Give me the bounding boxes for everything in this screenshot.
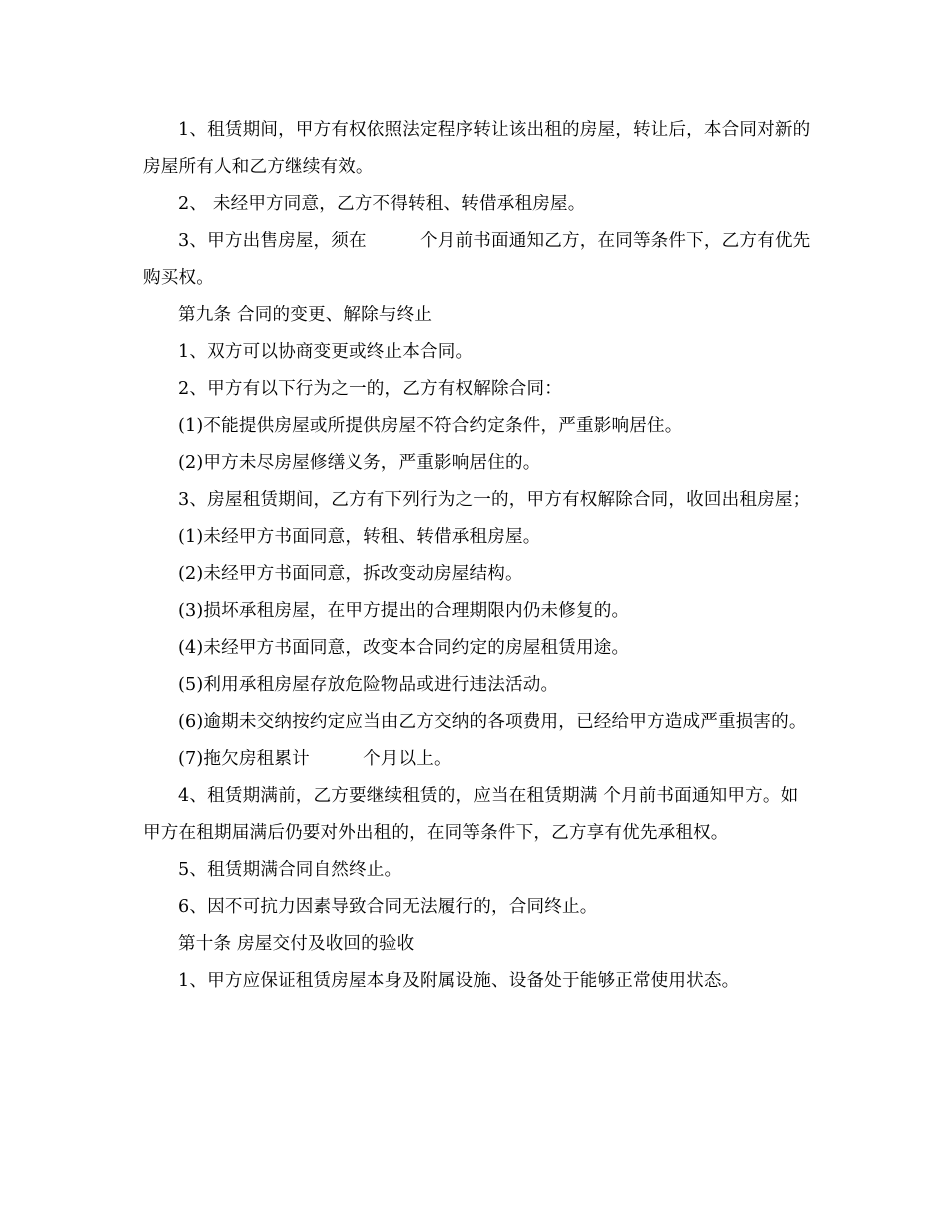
list-item-9-3-6: (6)逾期未交纳按约定应当由乙方交纳的各项费用，已经给甲方造成严重损害的。	[178, 712, 807, 732]
paragraph-clause-8-2: 2、 未经甲方同意，乙方不得转租、转借承租房屋。	[178, 194, 586, 214]
list-item-9-3-2: (2)未经甲方书面同意，拆改变动房屋结构。	[178, 564, 523, 584]
paragraph-clause-8-3: 3、甲方出售房屋，须在 个月前书面通知乙方，在同等条件下，乙方有优先购买权。	[143, 231, 811, 288]
section-heading-article-9: 第九条 合同的变更、解除与终止	[178, 305, 433, 325]
paragraph-clause-9-6: 6、因不可抗力因素导致合同无法履行的，合同终止。	[178, 897, 598, 917]
list-item-9-3-4: (4)未经甲方书面同意，改变本合同约定的房屋租赁用途。	[178, 638, 630, 658]
list-item-9-3-5: (5)利用承租房屋存放危险物品或进行违法活动。	[178, 675, 559, 695]
paragraph-clause-9-4: 4、租赁期满前，乙方要继续租赁的，应当在租赁期满 个月前书面通知甲方。如甲方在租期届满后仍要对外出租的，在同等条件下，乙方享有优先承租权。	[143, 786, 799, 843]
paragraph-clause-10-1: 1、甲方应保证租赁房屋本身及附属设施、设备处于能够正常使用状态。	[178, 971, 740, 991]
list-item-9-2-1: (1)不能提供房屋或所提供房屋不符合约定条件，严重影响居住。	[178, 416, 683, 436]
document-body	[143, 112, 811, 1000]
paragraph-clause-9-5: 5、租赁期满合同自然终止。	[178, 860, 403, 880]
paragraph-clause-8-1: 1、租赁期间，甲方有权依照法定程序转让该出租的房屋，转让后，本合同对新的房屋所有人和乙方继续有效。	[143, 120, 811, 177]
paragraph-clause-9-2: 2、甲方有以下行为之一的，乙方有权解除合同：	[178, 379, 562, 399]
section-heading-article-10: 第十条 房屋交付及收回的验收	[178, 934, 415, 954]
paragraph-clause-9-1: 1、双方可以协商变更或终止本合同。	[178, 342, 474, 362]
list-item-9-3-3: (3)损坏承租房屋，在甲方提出的合理期限内仍未修复的。	[178, 601, 630, 621]
list-item-9-3-1: (1)未经甲方书面同意，转租、转借承租房屋。	[178, 527, 541, 547]
list-item-9-3-7: (7)拖欠房租累计 个月以上。	[178, 749, 452, 769]
list-item-9-2-2: (2)甲方未尽房屋修缮义务，严重影响居住的。	[178, 453, 541, 473]
paragraph-clause-9-3: 3、房屋租赁期间，乙方有下列行为之一的，甲方有权解除合同，收回出租房屋；	[178, 490, 811, 510]
